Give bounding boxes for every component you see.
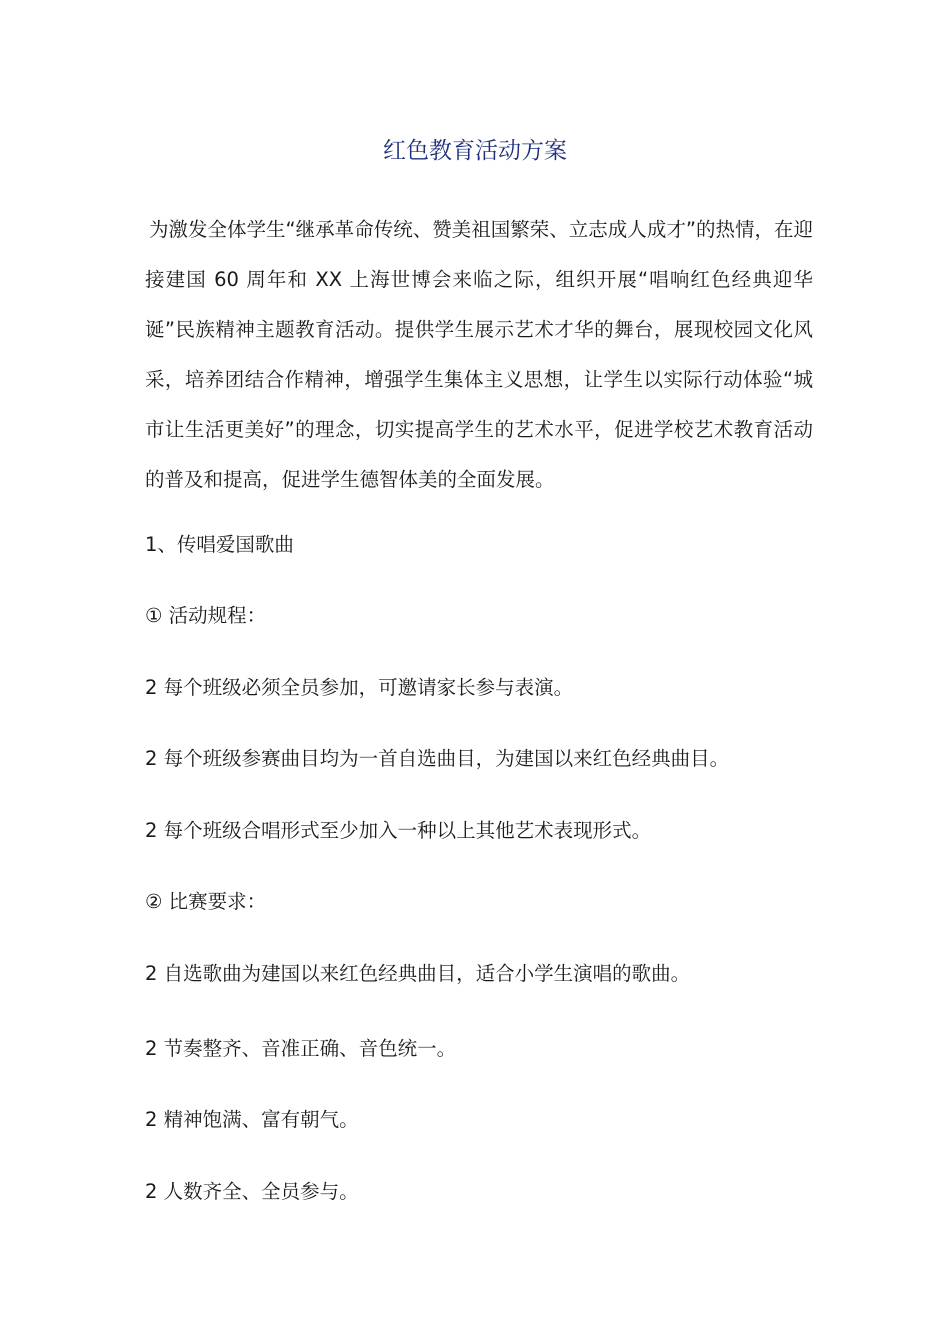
document-title: 红色教育活动方案: [383, 138, 567, 164]
rules-heading: ① 活动规程：: [145, 604, 267, 627]
rule-item: 2 每个班级参赛曲目均为一首自选曲目，为建国以来红色经典曲目。: [145, 747, 730, 770]
requirement-item: 2 精神饱满、富有朝气。: [145, 1108, 359, 1131]
requirement-item: 2 人数齐全、全员参与。: [145, 1180, 359, 1203]
intro-paragraph: 为激发全体学生“继承革命传统、赞美祖国繁荣、立志成人成才”的热情，在迎接建国 60 周年和 XX 上海世博会来临之际，组织开展“唱响红色经典迎华诞”民族精神主题教育活动。提供学生展示艺术才华的舞台，展现校园文化风采，培养团结合作精神，增强学生集体主义思想，让学生以实际行动体验“城市让生活更美好”的理念，切实提高学生的艺术水平，促进学校艺术教育活动的普及和提高，促进学生德智体美的全面发展。: [145, 218, 813, 491]
rule-item: 2 每个班级合唱形式至少加入一种以上其他艺术表现形式。: [145, 819, 652, 842]
requirement-item: 2 节奏整齐、音准正确、音色统一。: [145, 1037, 457, 1060]
section-heading: 1、传唱爱国歌曲: [145, 533, 294, 556]
requirement-item: 2 自选歌曲为建国以来红色经典曲目，适合小学生演唱的歌曲。: [145, 962, 691, 985]
requirements-heading: ② 比赛要求：: [145, 890, 267, 913]
rule-item: 2 每个班级必须全员参加，可邀请家长参与表演。: [145, 676, 574, 699]
